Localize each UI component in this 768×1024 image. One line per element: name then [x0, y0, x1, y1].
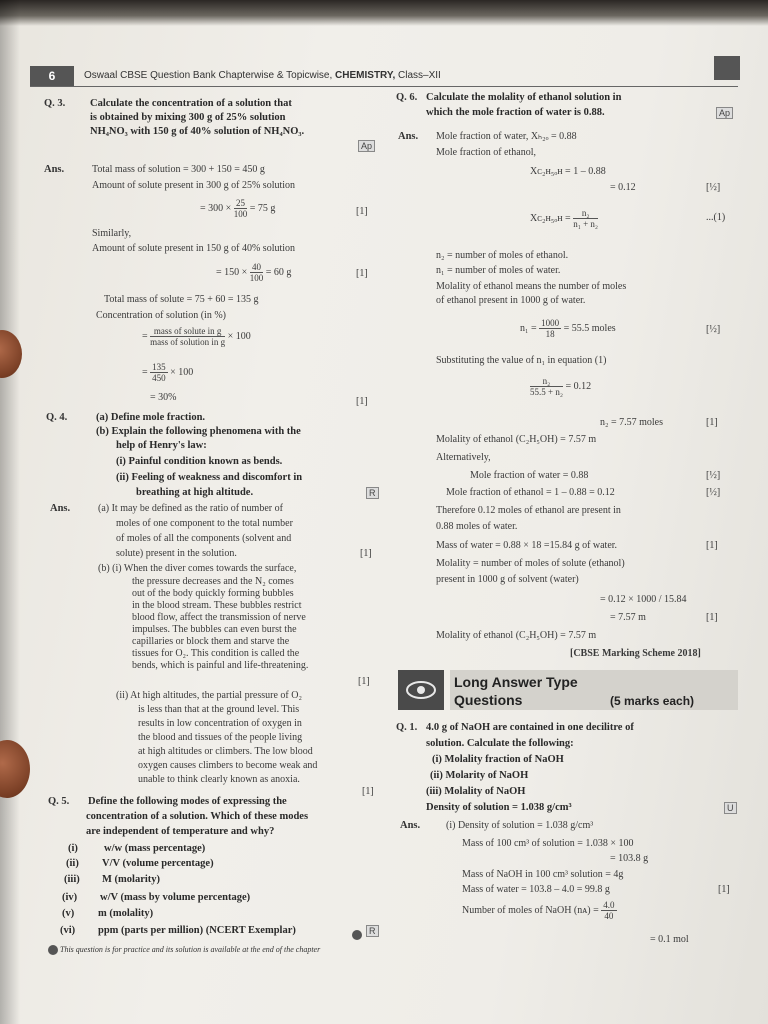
- q6-ans-label: Ans.: [398, 131, 419, 142]
- la-q1-frac-1: [601, 900, 616, 921]
- running-header: [84, 70, 441, 81]
- q6-ans-15: Therefore 0.12 moles of ethanol are present in: [436, 505, 621, 516]
- q4-ans-a-1: (a) It may be defined as the ratio of number of: [98, 503, 283, 514]
- q6-ans-16: 0.88 moles of water.: [436, 521, 518, 532]
- q6-ans-20: = 0.12 × 1000 / 15.84: [600, 594, 687, 605]
- q3-ans-2: Amount of solute present in 300 g of 25% solution: [92, 180, 296, 191]
- footer-note: [48, 945, 320, 955]
- q4-ans-bi-8: tissues for O₂. This condition is called the: [132, 648, 300, 659]
- q3-number: Q. 3.: [44, 98, 66, 109]
- section-title-2: Questions: [454, 692, 523, 708]
- q4-ans-bii-7: unable to think clearly known as anoxia.: [138, 774, 300, 785]
- q5-line-2: concentration of a solution. Which of these modes: [86, 811, 309, 822]
- q6-line-1: Calculate the molality of ethanol solution in: [426, 92, 622, 103]
- q6-frac-3-num: n₂: [530, 376, 563, 387]
- q6-calc-1: [530, 208, 598, 229]
- q6-frac-2-den: 18: [545, 329, 555, 339]
- q3-frac-3-num: mass of solute in g: [150, 326, 225, 337]
- q6-line-2: which the mole fraction of water is 0.88.: [426, 107, 605, 118]
- q3-frac-4-num: 135: [152, 362, 166, 372]
- q6-mark-1: [½]: [706, 182, 721, 193]
- la-q1-ans-1: (i) Density of solution = 1.038 g/cm³: [446, 820, 594, 831]
- q3-result: = 30%: [150, 392, 177, 403]
- q3-ans-similarly: Similarly,: [92, 228, 132, 239]
- q4-ans-bi-3: out of the body quickly forming bubbles: [132, 588, 294, 599]
- q3-badge: Ap: [358, 140, 375, 152]
- q6-frac-1-den: n₁ + n₂: [573, 219, 599, 229]
- q6-ans-12: Alternatively,: [436, 452, 491, 463]
- q4-ans-bii-4: the blood and tissues of the people living: [138, 732, 303, 743]
- q3-frac-4-den: 450: [152, 373, 166, 383]
- q6-ans-6: n₁ = number of moles of water.: [436, 265, 561, 276]
- la-q1-calc-lhs: Number of moles of NaOH (nᴀ) =: [462, 904, 599, 916]
- q4-ii-2: breathing at high altitude.: [136, 487, 254, 498]
- q3-calc-1: [200, 198, 275, 219]
- la-q1-ans-6: = 0.1 mol: [650, 934, 689, 945]
- q3-calc-1-lhs: = 300 ×: [200, 202, 232, 214]
- q3-mark-2: [1]: [356, 268, 368, 279]
- q3-calc-2-lhs: = 150 ×: [216, 266, 248, 278]
- la-q1-number: Q. 1.: [396, 722, 418, 733]
- q4-mark-bi: [1]: [358, 676, 370, 687]
- header-class: Class–XII: [398, 70, 441, 81]
- la-q1-calc: [462, 900, 617, 921]
- q6-frac-3: [530, 376, 563, 397]
- q6-frac-3-den: 55.5 + n₂: [530, 387, 563, 397]
- section-marks: (5 marks each): [610, 694, 695, 708]
- q4-ans-bi-9: bends, which is painful and life-threatening.: [132, 660, 309, 671]
- q6-ans-13: Mole fraction of water = 0.88: [470, 470, 589, 481]
- section-icon-box: [398, 670, 444, 710]
- q3-calc-3: = $\frac{\text{mass of solute in g}}{\text{mass of solution in g}}$ × 100: [142, 326, 251, 347]
- q5-item-1: w/w (mass percentage): [104, 843, 206, 854]
- q3-ans-1: Total mass of solution = 300 + 150 = 450 g: [92, 164, 265, 175]
- la-q1-line-1: 4.0 g of NaOH are contained in one decilitre of: [426, 722, 634, 733]
- q6-mark-4: [½]: [706, 470, 721, 481]
- q3-frac-3: [150, 326, 225, 347]
- q3-ans-5: Concentration of solution (in %): [96, 310, 226, 321]
- la-q1-ans-3: = 103.8 g: [610, 853, 649, 864]
- la-q1-item-1: (i) Molality fraction of NaOH: [432, 754, 564, 765]
- q4-ans-bi-1: (b) (i) When the diver comes towards the surface,: [98, 563, 297, 574]
- q4-ans-bi-6: impulses. The bubbles can even burst the: [132, 624, 297, 635]
- q3-calc-2: [216, 262, 291, 283]
- q3-mark-1: [1]: [356, 206, 368, 217]
- q4-number: Q. 4.: [46, 412, 68, 423]
- q4-ans-bii-6: oxygen causes climbers to become weak and: [138, 760, 318, 771]
- header-subject: CHEMISTRY,: [335, 70, 396, 81]
- q3-frac-4: [150, 362, 168, 383]
- q5-item-4-num: (iv): [62, 892, 78, 903]
- q3-calc-3-times: × 100: [227, 330, 251, 342]
- q3-ans-label: Ans.: [44, 164, 65, 175]
- q6-calc-2: [520, 318, 616, 339]
- exemplar-marker-icon: [352, 930, 362, 940]
- q5-item-5-num: (v): [62, 908, 75, 919]
- q6-number: Q. 6.: [396, 92, 418, 103]
- q6-frac-1-num: n₂: [573, 208, 598, 219]
- q3-ans-3: Amount of solute present in 150 g of 40% solution: [92, 243, 296, 254]
- q5-item-3: M (molarity): [102, 874, 161, 885]
- q3-line-2: is obtained by mixing 300 g of 25% solution: [90, 112, 286, 123]
- la-q1-badge: U: [724, 802, 737, 814]
- q6-badge: Ap: [716, 107, 733, 119]
- q5-badge: R: [366, 925, 379, 937]
- q3-calc-2-rhs: = 60 g: [265, 266, 292, 278]
- q6-ans-2: Mole fraction of ethanol,: [436, 147, 536, 158]
- q3-mark-3: [1]: [356, 396, 368, 407]
- q6-ans-11: Molality of ethanol (C₂H₅OH) = 7.57 m: [436, 434, 597, 445]
- q4-b-2: help of Henry's law:: [116, 440, 207, 451]
- q3-frac-2-num: 40: [250, 262, 264, 273]
- q6-ans-8: of ethanol present in 1000 g of water.: [436, 295, 586, 306]
- q6-ans-4: = 0.12: [610, 182, 636, 193]
- q6-ans-10: n₂ = 7.57 moles: [600, 417, 664, 428]
- q6-ans-3: Xᴄ₂ʜ₅ₒʜ = 1 – 0.88: [530, 166, 606, 177]
- q5-item-5: m (molality): [98, 908, 154, 919]
- q4-ans-bi-4: in the blood stream. These bubbles restrict: [132, 600, 302, 611]
- q3-frac-1: [234, 198, 248, 219]
- q4-i: (i) Painful condition known as bends.: [116, 456, 283, 467]
- q3-ans-4: Total mass of solute = 75 + 60 = 135 g: [104, 294, 259, 305]
- q5-item-1-num: (i): [68, 843, 78, 854]
- header-rule: [30, 86, 738, 87]
- q6-ans-9: Substituting the value of n₁ in equation (1): [436, 355, 607, 366]
- q4-ans-a-3: of moles of all the components (solvent and: [116, 533, 292, 544]
- la-q1-item-2: (ii) Molarity of NaOH: [430, 770, 529, 781]
- q6-ans-21: = 7.57 m: [610, 612, 646, 623]
- q6-mark-5: [½]: [706, 487, 721, 498]
- la-q1-ans-2: Mass of 100 cm³ of solution = 1.038 × 100: [462, 838, 634, 849]
- q5-line-1: Define the following modes of expressing the: [88, 796, 287, 807]
- q4-ans-bii-3: results in low concentration of oxygen in: [138, 718, 302, 729]
- eye-icon: [398, 670, 444, 710]
- q3-calc-4-times: × 100: [170, 366, 194, 378]
- q5-exemplar-icon: [352, 926, 362, 944]
- q6-ans-17: Mass of water = 0.88 × 18 =15.84 g of water.: [436, 540, 618, 551]
- q6-source: [CBSE Marking Scheme 2018]: [570, 648, 701, 659]
- q4-b-1: (b) Explain the following phenomena with the: [96, 426, 301, 437]
- q4-a: (a) Define mole fraction.: [96, 412, 206, 423]
- la-q1-density: Density of solution = 1.038 g/cm³: [426, 802, 572, 813]
- la-q1-line-2: solution. Calculate the following:: [426, 738, 574, 749]
- section-header-long-answer: [398, 670, 738, 714]
- q6-frac-2: [539, 318, 561, 339]
- q6-calc-3-rhs: = 0.12: [565, 380, 592, 392]
- q6-calc-3: [530, 376, 591, 397]
- q5-item-6: ppm (parts per million) (NCERT Exemplar): [98, 925, 296, 936]
- q4-ans-bii-5: at high altitudes or climbers. The low blood: [138, 746, 313, 757]
- la-q1-ans-5: Mass of water = 103.8 – 4.0 = 99.8 g: [462, 884, 610, 895]
- q5-line-3: are independent of temperature and why?: [86, 826, 275, 837]
- q4-badge: R: [366, 487, 379, 499]
- q5-item-4: w/V (mass by volume percentage): [100, 892, 251, 903]
- q4-ans-bii-1: (ii) At high altitudes, the partial pressure of O₂: [116, 690, 302, 701]
- q6-ans-14: Mole fraction of ethanol = 1 – 0.88 = 0.12: [446, 487, 615, 498]
- section-title-box: [450, 670, 738, 710]
- q6-mark-3: [1]: [706, 417, 718, 428]
- q3-frac-1-num: 25: [234, 198, 248, 209]
- page-left-shadow: [0, 0, 20, 1024]
- q6-ans-18: Molality = number of moles of solute (ethanol): [436, 558, 625, 569]
- q4-mark-bii: [1]: [362, 786, 374, 797]
- q6-ans-19: present in 1000 g of solvent (water): [436, 574, 579, 585]
- q4-ans-bi-2: the pressure decreases and the N₂ comes: [132, 576, 294, 587]
- page-number: 6: [30, 66, 74, 86]
- q6-frac-2-num: 1000: [541, 318, 560, 328]
- q6-mark-6: [1]: [706, 540, 718, 551]
- q5-item-3-num: (iii): [64, 874, 80, 885]
- header-tab-marker: [714, 56, 740, 80]
- q3-calc-4: = $\frac{135}{450}$ × 100: [142, 362, 194, 383]
- q3-frac-2-den: 100: [249, 273, 264, 283]
- q3-line-3: NH₄NO₃ with 150 g of 40% solution of NH₄NO₃.: [90, 126, 305, 137]
- la-q1-ans-label: Ans.: [400, 820, 421, 831]
- q5-item-6-num: (vi): [60, 925, 76, 936]
- q3-frac-3-den: mass of solution in g: [150, 337, 226, 347]
- la-q1-ans-4: Mass of NaOH in 100 cm³ solution = 4g: [462, 869, 624, 880]
- q5-item-2: V/V (volume percentage): [102, 858, 214, 869]
- q5-number: Q. 5.: [48, 796, 70, 807]
- q3-calc-1-rhs: = 75 g: [249, 202, 276, 214]
- q6-frac-1: [573, 208, 598, 229]
- q5-item-2-num: (ii): [66, 858, 79, 869]
- q6-mark-7: [1]: [706, 612, 718, 623]
- la-q1-frac-1-den: 40: [604, 911, 614, 921]
- page-top-shadow: [0, 0, 768, 26]
- q4-ans-bi-5: blood flow, affect the transmission of nerve: [132, 612, 306, 623]
- q3-line-1: Calculate the concentration of a solution that: [90, 98, 292, 109]
- q4-mark-a: [1]: [360, 548, 372, 559]
- footer-note-text: This question is for practice and its solution is available at the end of the chapter: [60, 945, 321, 954]
- running-title: Oswaal CBSE Question Bank Chapterwise & Topicwise,: [84, 70, 333, 81]
- q4-ans-bi-7: capillaries or block them and starve the: [132, 636, 290, 647]
- section-title-1: Long Answer Type: [454, 674, 578, 690]
- practice-question-icon: [48, 945, 58, 955]
- q6-mark-2: [½]: [706, 324, 721, 335]
- q6-ans-5: n₂ = number of moles of ethanol.: [436, 250, 569, 261]
- q6-eq-ref: ...(1): [706, 212, 726, 223]
- q4-ans-a-4: solute) present in the solution.: [116, 548, 237, 559]
- la-q1-item-3: (iii) Molality of NaOH: [426, 786, 526, 797]
- la-q1-frac-1-num: 4.0: [603, 900, 615, 910]
- q6-calc-2-lhs: n₁ =: [520, 322, 537, 334]
- q6-calc-2-rhs: = 55.5 moles: [563, 322, 616, 334]
- q4-ans-bii-2: is less than that at the ground level. This: [138, 704, 300, 715]
- q3-frac-1-den: 100: [233, 209, 248, 219]
- q4-ans-a-2: moles of one component to the total number: [116, 518, 293, 529]
- la-q1-mark-1: [1]: [718, 884, 730, 895]
- q4-ii-1: (ii) Feeling of weakness and discomfort in: [116, 472, 303, 483]
- q6-ans-1: Mole fraction of water, Xₕ₂ₒ = 0.88: [436, 131, 577, 142]
- finger-bottom: [0, 740, 30, 798]
- q4-ans-label: Ans.: [50, 503, 71, 514]
- q6-calc-1-lhs: Xᴄ₂ʜ₅ₒʜ =: [530, 212, 571, 224]
- q6-ans-7: Molality of ethanol means the number of moles: [436, 281, 627, 292]
- q3-frac-2: [250, 262, 264, 283]
- q6-ans-22: Molality of ethanol (C₂H₅OH) = 7.57 m: [436, 630, 597, 641]
